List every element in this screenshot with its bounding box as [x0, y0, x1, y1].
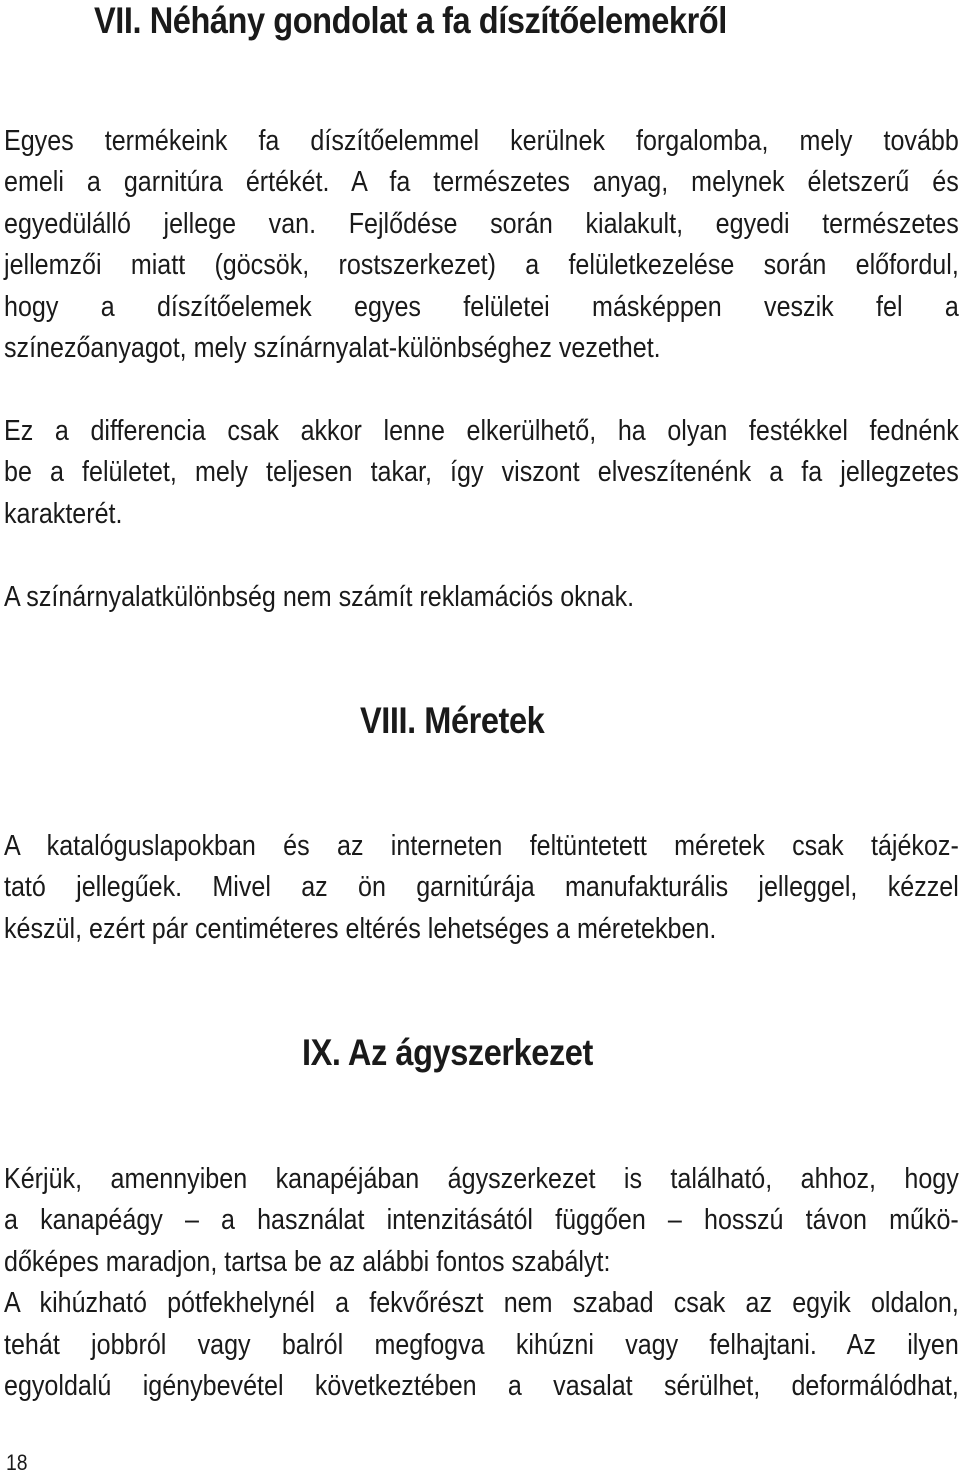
section-ix-paragraph-1	[4, 1159, 959, 1407]
text-line: be a felületet, mely teljesen takar, így viszont elveszítenénk a fa jellegzetes	[4, 456, 959, 489]
section-viii-paragraph-1	[4, 826, 959, 950]
text-line: tató jellegűek. Mivel az ön garnitúrája manufakturális jelleggel, kézzel	[4, 871, 959, 904]
text-line: tehát jobbról vagy balról megfogva kihúzni vagy felhajtani. Az ilyen	[4, 1328, 959, 1361]
text-line: egyoldalú igénybevétel következtében a vasalat sérülhet, deformálódhat,	[4, 1370, 959, 1403]
section-title-vii: VII. Néhány gondolat a fa díszítőelemekről	[94, 0, 727, 41]
section-title-ix: IX. Az ágyszerkezet	[302, 1032, 593, 1073]
text-line: A kihúzható pótfekhelynél a fekvőrészt nem szabad csak az egyik oldalon,	[4, 1287, 959, 1320]
text-line: karakterét.	[4, 497, 123, 530]
page-number: 18	[6, 1450, 28, 1475]
text-line: Egyes termékeink fa díszítőelemmel kerülnek forgalomba, mely tovább	[4, 125, 959, 157]
text-line: a kanapéágy – a használat intenzitásától függően – hosszú távon műkö-	[4, 1204, 959, 1237]
text-line: jellemzői miatt (göcsök, rostszerkezet) a felületkezelése során előfordul,	[4, 249, 959, 282]
text-line: emeli a garnitúra értékét. A fa természetes anyag, melynek életszerű és	[4, 166, 959, 199]
text-line: A katalóguslapokban és az interneten feltüntetett méretek csak tájékoz-	[4, 830, 959, 862]
section-vii-paragraph-3	[4, 577, 959, 618]
section-title-viii: VIII. Méretek	[360, 700, 545, 741]
text-line: hogy a díszítőelemek egyes felületei másképpen veszik fel a	[4, 290, 959, 323]
text-line: egyedülálló jellege van. Fejlődése során kialakult, egyedi természetes	[4, 207, 959, 240]
section-vii-paragraph-1	[4, 121, 959, 369]
text-line: színezőanyagot, mely színárnyalat-különbséghez vezethet.	[4, 332, 661, 365]
text-line: Kérjük, amennyiben kanapéjában ágyszerkezet is található, ahhoz, hogy	[4, 1163, 959, 1195]
text-line: A színárnyalatkülönbség nem számít reklamációs oknak.	[4, 581, 635, 613]
text-line: dőképes maradjon, tartsa be az alábbi fontos szabályt:	[4, 1245, 611, 1278]
text-line: Ez a differencia csak akkor lenne elkerülhető, ha olyan festékkel fednénk	[4, 415, 959, 447]
text-line: készül, ezért pár centiméteres eltérés lehetséges a méretekben.	[4, 912, 717, 945]
section-vii-paragraph-2	[4, 411, 959, 535]
